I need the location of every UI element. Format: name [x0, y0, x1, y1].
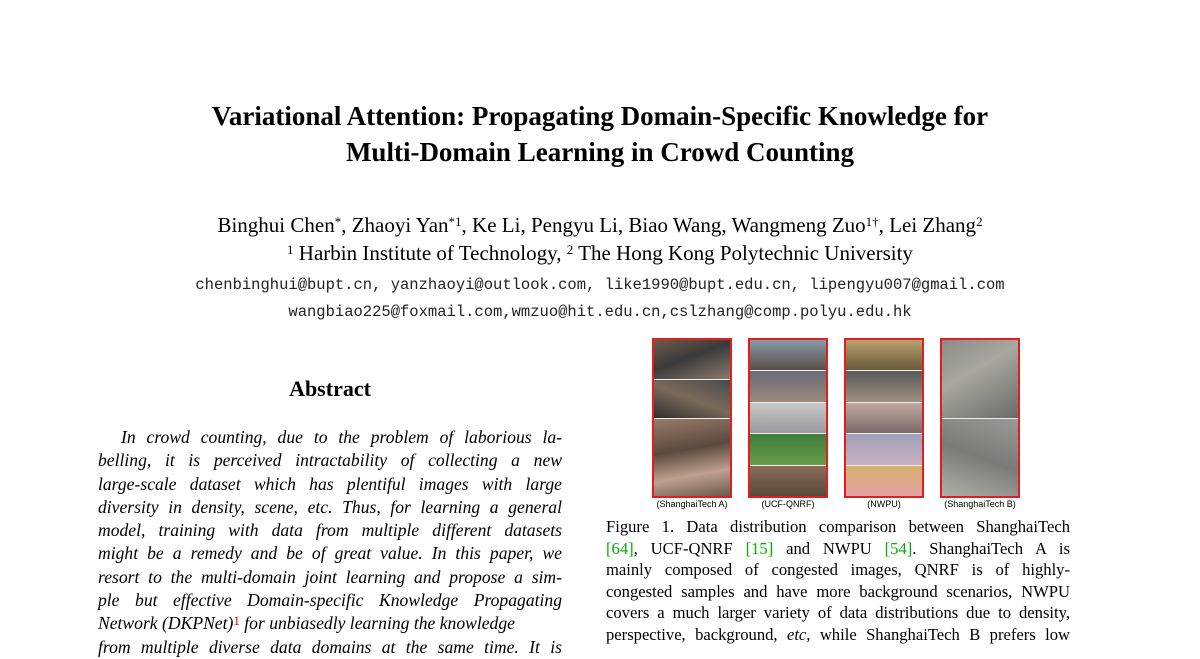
abstract-line: diversity in density, scene, etc. Thus, for learning a general [98, 496, 562, 517]
abstract-line: belling, it is perceived intractability of collecting a new [98, 450, 562, 471]
author-list: Binghui Chen*, Zhaoyi Yan$^{*1}$, Ke Li, Pengyu Li, Biao Wang, Wangmeng Zuo$^{1\dagger}$, Lei Zhang$^2$ [217, 213, 983, 237]
title-line-2: Multi-Domain Learning in Crowd Counting [345, 137, 855, 167]
author-block [0, 211, 1200, 267]
abstract-line: model, training with data from multiple different datasets [98, 520, 562, 541]
author-emails [0, 272, 1200, 326]
panel-label: (UCF-QNRF) [761, 499, 815, 509]
affiliations: $^1$ Harbin Institute of Technology, $^2$ The Hong Kong Polytechnic University [287, 241, 913, 265]
citation-link[interactable]: [15] [745, 538, 774, 558]
caption-line: mainly composed of congested images, QNRF is of highly- [606, 560, 1070, 580]
nwpu-image [844, 338, 924, 498]
abstract-line: In crowd counting, due to the problem of laborious la- [121, 427, 562, 447]
email-line-1: chenbinghui@bupt.cn, yanzhaoyi@outlook.com, like1990@bupt.edu.cn, lipengyu007@gmail.com [195, 276, 1005, 294]
caption-line: covers a much larger variety of data distributions due to density, [606, 603, 1070, 623]
abstract-line: ple but effective Domain-specific Knowledge Propagating [98, 590, 562, 611]
caption-line: Figure 1. Data distribution comparison between ShanghaiTech [606, 517, 1070, 536]
ucf-qnrf-image [748, 338, 828, 498]
citation-link[interactable]: [54] [884, 538, 913, 558]
abstract-heading: Abstract [289, 376, 371, 401]
abstract-line: resort to the multi-domain joint learning and propose a sim- [98, 566, 562, 587]
caption-line: [64], UCF-QNRF [15] and NWPU [54]. ShanghaiTech A is [606, 538, 1070, 558]
panel-label: (ShanghaiTech A) [656, 499, 728, 509]
title-line-1: Variational Attention: Propagating Domain-Specific Knowledge for [211, 101, 989, 131]
abstract-line: large-scale dataset which has plentiful images with large [98, 473, 562, 494]
abstract-line: from multiple diverse data domains at the same time. It is [98, 636, 562, 657]
paper-title [0, 98, 1200, 170]
footnote-link[interactable]: 1 [233, 613, 240, 629]
abstract-line: Network (DKPNet)$^1$ for unbiasedly learning the knowledge [98, 613, 515, 634]
email-line-2: wangbiao225@foxmail.com,wmzuo@hit.edu.cn,cslzhang@comp.polyu.edu.hk [288, 303, 912, 321]
citation-link[interactable]: [64] [606, 538, 634, 558]
panel-label: (NWPU) [867, 499, 901, 509]
caption-line: perspective, background, etc, while ShanghaiTech B prefers low [606, 624, 1070, 644]
shanghaitech-b-image [940, 338, 1020, 498]
caption-line: congested samples and have more background scenarios, NWPU [606, 581, 1070, 601]
abstract-line: might be a remedy and be of great value. In this paper, we [98, 543, 562, 564]
shanghaitech-a-image [652, 338, 732, 498]
figure-caption [606, 516, 1070, 646]
panel-label: (ShanghaiTech B) [944, 499, 1016, 509]
abstract-body [98, 426, 562, 659]
